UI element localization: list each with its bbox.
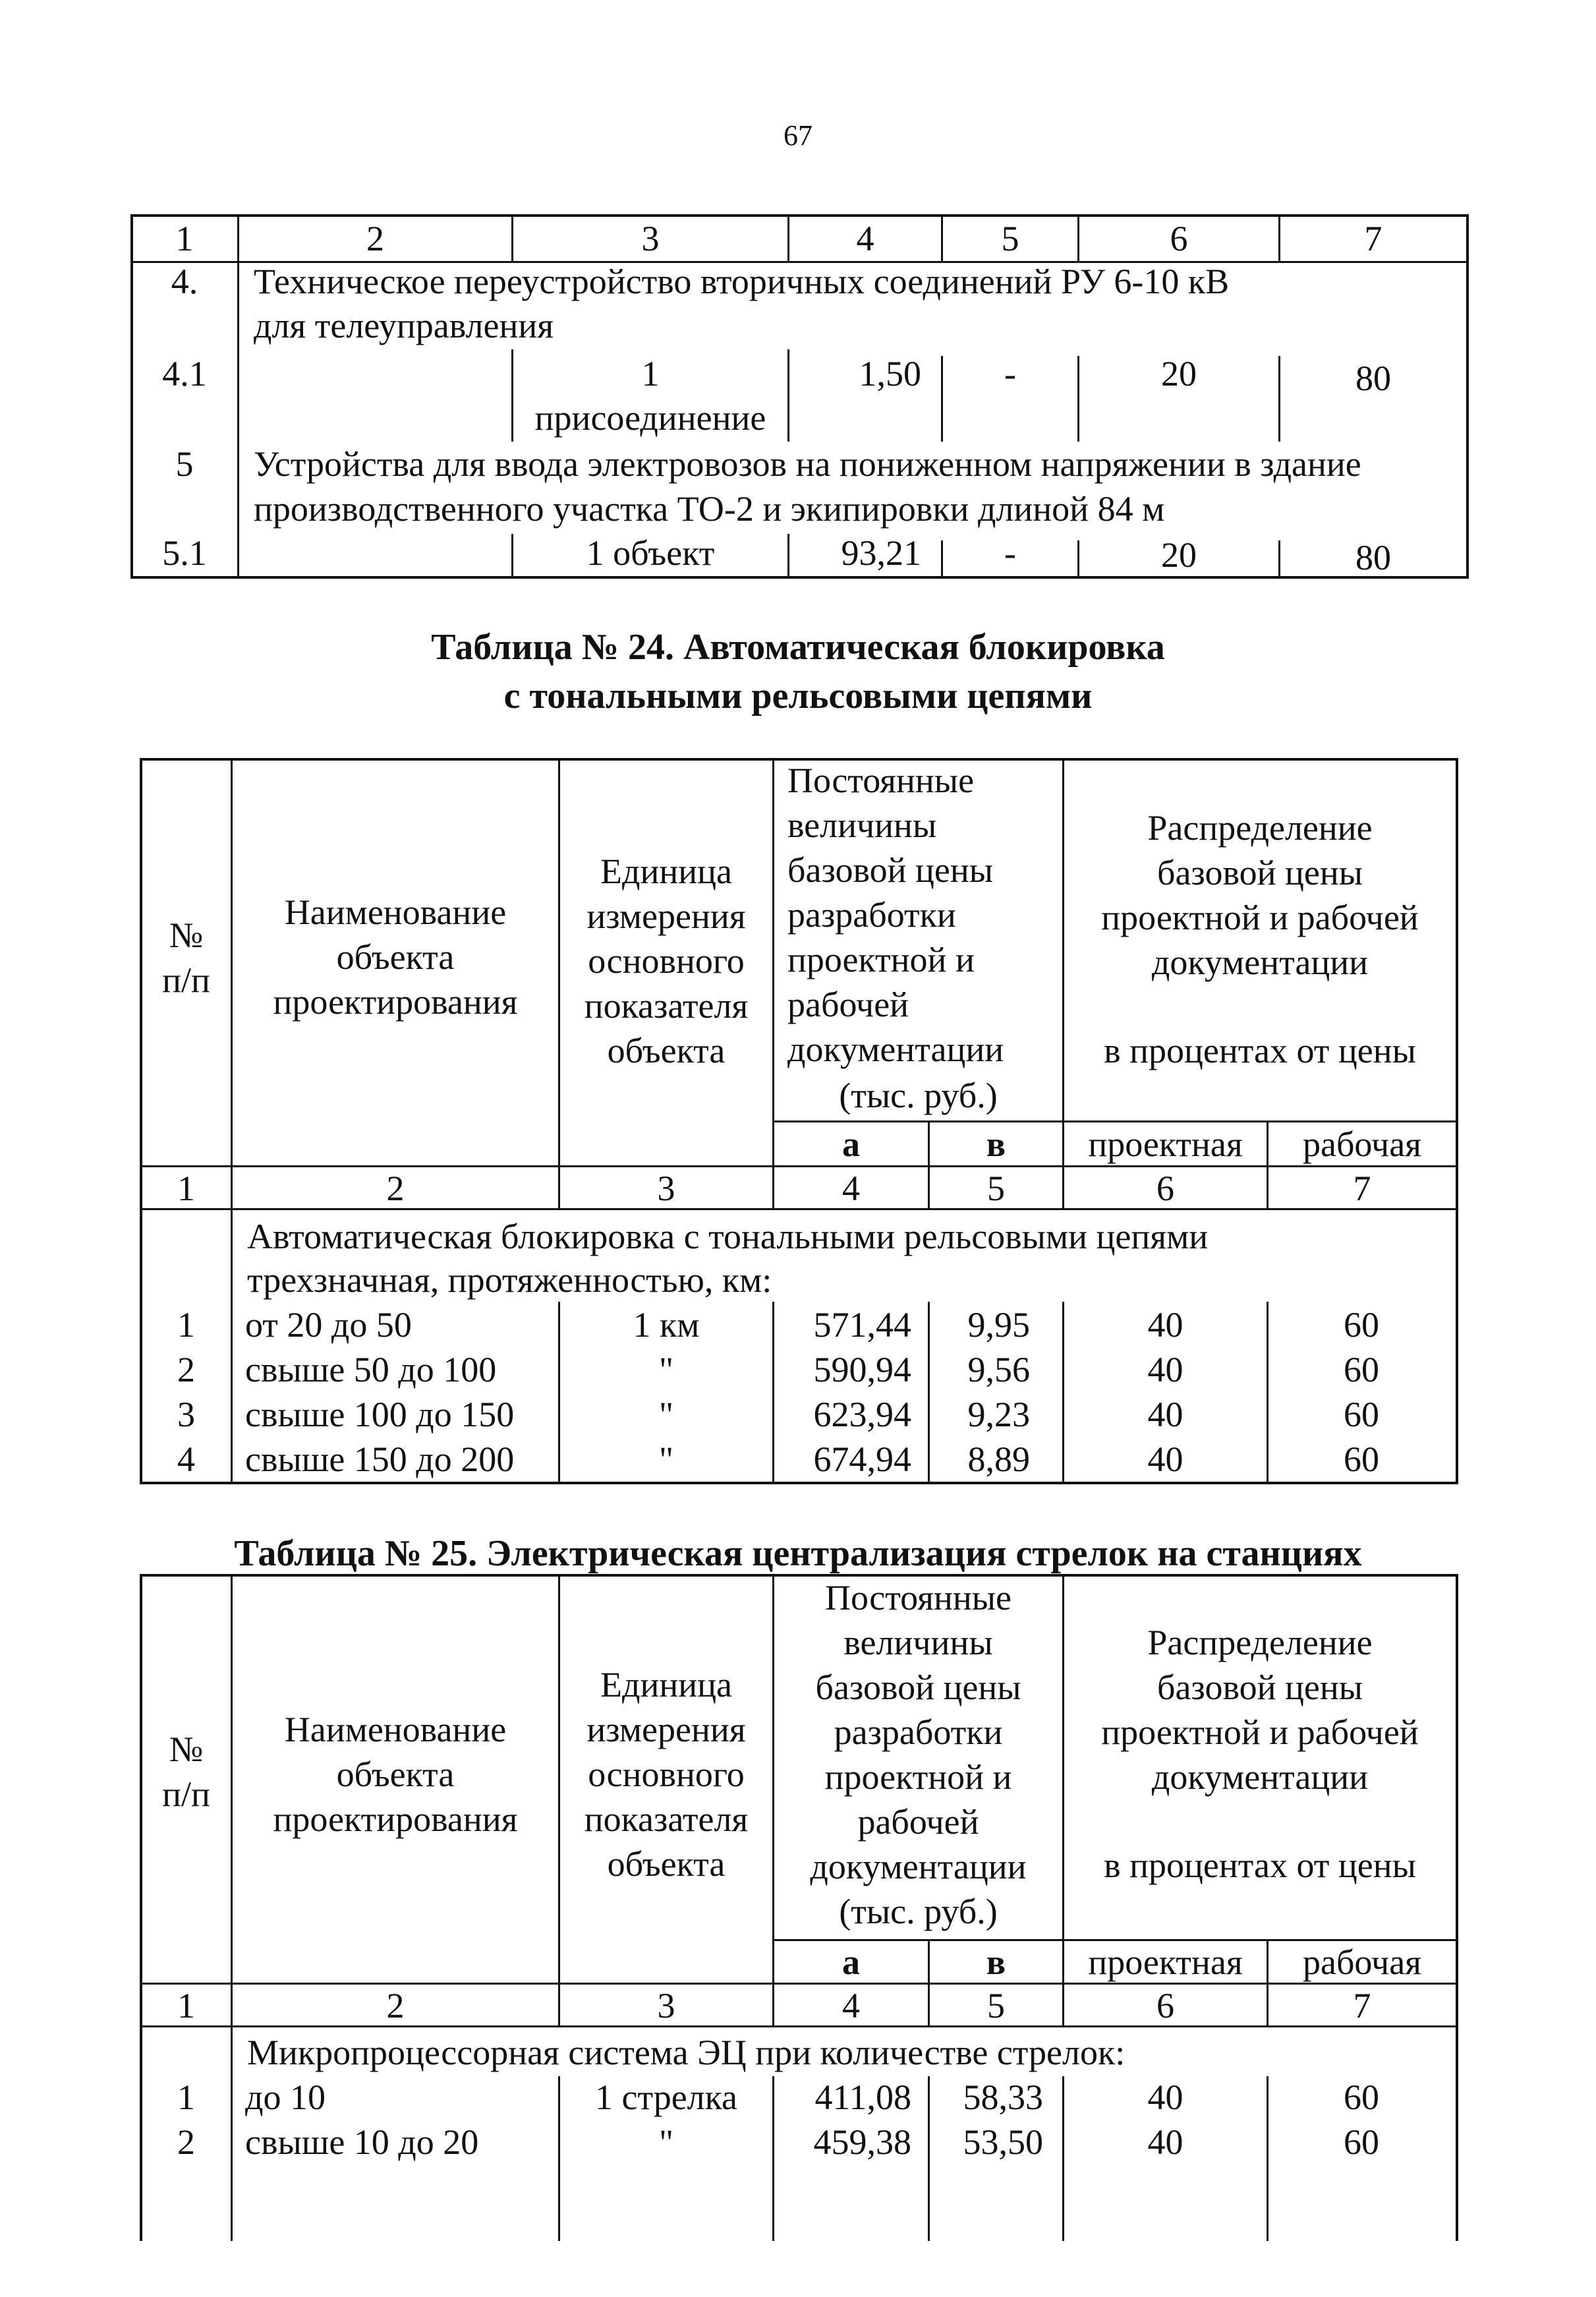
row-percent-proj: 20 (1161, 354, 1197, 393)
header-name: Наименование (284, 892, 507, 932)
row-value-b: 9,95 (967, 1305, 1030, 1345)
header-dist: проектной и рабочей (1101, 1712, 1419, 1752)
header-unit: Единица (600, 852, 733, 891)
row-num: 2 (177, 1350, 195, 1389)
row-percent-proj: 40 (1147, 2078, 1183, 2117)
row-num: 4 (177, 1439, 195, 1479)
row-value-a: 590,94 (813, 1350, 911, 1389)
row-percent-proj: 40 (1147, 2122, 1183, 2162)
table25-caption: Таблица № 25. Электрическая централизация стрелок на станциях (234, 1533, 1362, 1574)
row-value-b: 58,33 (963, 2078, 1043, 2117)
header-name: проектирования (273, 1799, 518, 1839)
header-dist: Распределение (1147, 1623, 1373, 1662)
row-unit: " (658, 1439, 674, 1479)
table24-caption-line2: с тональными рельсовыми цепями (503, 676, 1093, 716)
col-number: 6 (1156, 1986, 1174, 2025)
row-percent-proj: 20 (1161, 535, 1197, 575)
row-percent-work: 60 (1344, 1395, 1379, 1434)
col-number: 2 (386, 1986, 405, 2025)
row-value-b: 9,56 (967, 1350, 1030, 1389)
header-const: базовой цены (815, 1668, 1021, 1707)
col-number: 1 (177, 1986, 195, 2025)
row-unit: " (658, 1350, 674, 1389)
subheader-b: в (986, 1124, 1006, 1164)
row-unit: 1 (641, 354, 660, 393)
header-const: разработки (834, 1712, 1003, 1752)
header-const: (тыс. руб.) (839, 1892, 998, 1931)
row-value-a: 93,21 (841, 533, 921, 573)
header-const: Постоянные (824, 1578, 1012, 1617)
header-unit: показателя (584, 1799, 749, 1839)
row-percent-work: 60 (1344, 2078, 1379, 2117)
header-const: Постоянные (787, 761, 975, 800)
header-dist: документации (1151, 943, 1369, 982)
row-name: свыше 50 до 100 (245, 1350, 497, 1389)
header-unit: измерения (586, 1710, 746, 1749)
col-number: 1 (177, 1169, 195, 1208)
section-title-line: производственного участка ТО-2 и экипировки длиной 84 м (254, 489, 1165, 529)
row-num: 4.1 (162, 354, 207, 393)
row-percent-proj: 40 (1147, 1395, 1183, 1434)
row-value-a: 571,44 (813, 1305, 911, 1345)
header-num-label: п/п (162, 960, 210, 1000)
header-const: величины (843, 1623, 993, 1662)
row-num: 1 (177, 1305, 195, 1345)
row-unit: 1 объект (586, 533, 715, 573)
col-number: 3 (657, 1169, 675, 1208)
subheader-a: а (842, 1942, 860, 1982)
row-name: свыше 100 до 150 (245, 1395, 515, 1434)
row-unit: " (658, 1395, 674, 1434)
row-value-b: 8,89 (967, 1439, 1030, 1479)
row-name: от 20 до 50 (245, 1305, 412, 1345)
header-dist: базовой цены (1156, 853, 1363, 892)
row-percent-proj: 40 (1147, 1305, 1183, 1345)
header-name: проектирования (273, 982, 518, 1022)
header-num-label: № (169, 916, 204, 955)
row-value-a: 459,38 (813, 2122, 911, 2162)
col-number: 7 (1353, 1986, 1371, 2025)
header-const: разработки (787, 895, 956, 935)
header-dist: базовой цены (1156, 1668, 1363, 1707)
section-num: 5 (175, 444, 194, 484)
row-value-a: 411,08 (814, 2078, 911, 2117)
header-const: документации (810, 1847, 1027, 1886)
section-title-line: для телеуправления (254, 306, 554, 345)
row-percent-work: 60 (1344, 1305, 1379, 1345)
subheader-a: а (842, 1124, 860, 1164)
row-percent-proj: 40 (1147, 1350, 1183, 1389)
row-num: 5.1 (162, 533, 207, 573)
header-const: проектной и (824, 1757, 1012, 1797)
top-col-6: 6 (1170, 219, 1188, 258)
col-number: 4 (842, 1986, 860, 2025)
header-const: проектной и (787, 940, 975, 979)
header-unit: показателя (584, 986, 749, 1026)
row-unit: " (658, 2122, 674, 2162)
row-percent-work: 60 (1344, 1350, 1379, 1389)
subheader-work: рабочая (1302, 1942, 1421, 1982)
header-dist: Распределение (1147, 808, 1373, 848)
header-const: величины (787, 805, 937, 845)
row-unit: 1 стрелка (594, 2078, 738, 2117)
page-number: 67 (784, 119, 812, 152)
header-unit: Единица (600, 1665, 733, 1704)
header-unit: объекта (607, 1031, 726, 1070)
header-num-label: № (169, 1730, 204, 1769)
col-number: 3 (657, 1986, 675, 2025)
subheader-b: в (986, 1942, 1006, 1982)
section-title-line: трехзначная, протяженностью, км: (247, 1260, 772, 1300)
row-value-b: 9,23 (967, 1395, 1030, 1434)
row-value-a: 1,50 (859, 354, 921, 393)
row-num: 2 (177, 2122, 195, 2162)
header-dist: документации (1151, 1757, 1369, 1797)
subheader-work: рабочая (1302, 1124, 1421, 1164)
header-name: объекта (336, 1755, 455, 1794)
header-const: рабочей (857, 1802, 979, 1842)
row-value-b: 53,50 (963, 2122, 1043, 2162)
row-percent-work: 60 (1344, 1439, 1379, 1479)
header-dist-percent: в процентах от цены (1104, 1031, 1416, 1070)
top-col-1: 1 (175, 219, 194, 258)
header-unit: объекта (607, 1844, 726, 1884)
col-number: 5 (987, 1169, 1005, 1208)
row-percent-work: 80 (1355, 538, 1391, 577)
col-number: 2 (386, 1169, 405, 1208)
row-value-b: - (1004, 533, 1016, 573)
subheader-proj: проектная (1088, 1942, 1243, 1982)
header-name: Наименование (284, 1710, 507, 1749)
header-dist: проектной и рабочей (1101, 898, 1419, 937)
top-col-5: 5 (1001, 219, 1019, 258)
row-name: до 10 (245, 2078, 326, 2117)
row-num: 3 (177, 1395, 195, 1434)
section-title-line: Автоматическая блокировка с тональными рельсовыми цепями (247, 1217, 1209, 1256)
row-percent-work: 60 (1344, 2122, 1379, 2162)
header-const: рабочей (787, 985, 909, 1024)
subheader-proj: проектная (1088, 1124, 1243, 1164)
top-col-4: 4 (856, 219, 874, 258)
row-value-b: - (1004, 354, 1016, 393)
row-value-a: 674,94 (813, 1439, 911, 1479)
row-value-a: 623,94 (813, 1395, 911, 1434)
header-const: документации (787, 1030, 1004, 1069)
table24-caption-line1: Таблица № 24. Автоматическая блокировка (431, 627, 1165, 668)
col-number: 7 (1353, 1169, 1371, 1208)
header-unit: измерения (586, 896, 746, 936)
col-number: 6 (1156, 1169, 1174, 1208)
top-col-2: 2 (366, 219, 384, 258)
top-col-7: 7 (1364, 219, 1382, 258)
section-title-line: Устройства для ввода электровозов на пониженном напряжении в здание (254, 444, 1361, 484)
top-col-3: 3 (641, 219, 660, 258)
header-unit: основного (588, 1755, 745, 1794)
header-const: базовой цены (787, 850, 994, 890)
header-const: (тыс. руб.) (839, 1076, 998, 1115)
header-name: объекта (336, 937, 455, 977)
row-name: свыше 10 до 20 (245, 2122, 479, 2162)
header-unit: основного (588, 941, 745, 981)
row-name: свыше 150 до 200 (245, 1439, 515, 1479)
row-percent-proj: 40 (1147, 1439, 1183, 1479)
header-num-label: п/п (162, 1774, 210, 1814)
section-title-line: Микропроцессорная система ЭЦ при количестве стрелок: (247, 2033, 1126, 2072)
row-unit: присоединение (534, 398, 766, 438)
row-percent-work: 80 (1355, 359, 1391, 398)
row-num: 1 (177, 2078, 195, 2117)
header-dist-percent: в процентах от цены (1104, 1846, 1416, 1885)
section-num: 4. (171, 262, 198, 301)
section-title-line: Техническое переустройство вторичных соединений РУ 6-10 кВ (254, 262, 1230, 301)
col-number: 4 (842, 1169, 860, 1208)
row-unit: 1 км (633, 1305, 700, 1345)
col-number: 5 (987, 1986, 1005, 2025)
